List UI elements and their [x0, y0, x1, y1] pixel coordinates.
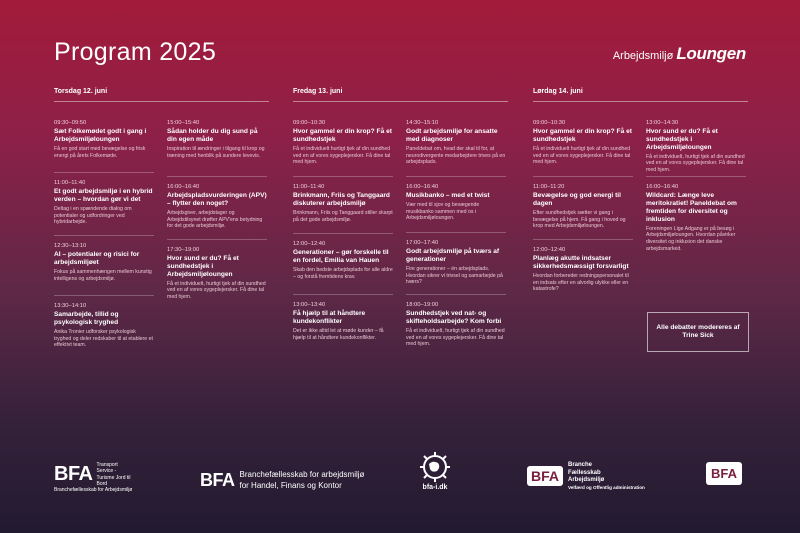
day-label: Fredag 13. juni: [293, 88, 508, 102]
footer-logo-bfa-i: [420, 452, 450, 491]
session-divider: [167, 239, 267, 240]
day-1: [54, 88, 269, 102]
bfa-mark: BFA: [200, 470, 235, 490]
day-2: [293, 88, 508, 102]
session-title: Planlæg akutte indsatser sikkerhedsmæssigt forsvarligt: [533, 255, 629, 270]
session-time: 09:00–10:30: [293, 120, 326, 126]
bfa-line-2: Fællesskab: [568, 469, 601, 476]
session-item: [167, 120, 267, 159]
day-label: Torsdag 12. juni: [54, 88, 269, 102]
session-time: 09:00–10:30: [533, 120, 566, 126]
session-divider: [293, 233, 393, 234]
bfa-i-url: bfa-i.dk: [422, 484, 448, 491]
session-item: [293, 241, 393, 280]
session-time: 13:30–14:10: [54, 303, 87, 309]
bfa-line-1: Branche: [568, 462, 593, 468]
session-divider: [406, 232, 506, 233]
day-label: Lørdag 14. juni: [533, 88, 748, 102]
session-time: 11:00–11:40: [293, 184, 325, 190]
session-time: 18:00–19:00: [406, 302, 439, 308]
session-item: [646, 184, 746, 253]
session-divider: [54, 295, 154, 296]
session-item: [293, 302, 393, 341]
session-time: 12:00–12:40: [533, 247, 566, 253]
session-title: AI – potentialer og risici for arbejdsmiljøet: [54, 251, 140, 266]
session-time: 14:30–15:10: [406, 120, 439, 126]
session-desc: Skab den bedste arbejdsplads for alle aldre – og forstå fremtidens krav.: [293, 266, 393, 280]
session-item: [167, 184, 267, 230]
session-divider: [293, 294, 393, 295]
session-item: [406, 120, 506, 166]
session-time: 13:00–13:40: [293, 302, 326, 308]
session-time: 17:00–17:40: [406, 240, 439, 246]
session-desc: Arbejdsgiver, arbejdstager og Arbejdstilsynet drøfter APV'ens betydning for det gode arbejdsmiljø.: [167, 209, 263, 230]
session-desc: Fokus på sammenhængen mellem kunstig intelligens og arbejdsmiljø.: [54, 268, 152, 282]
session-item: [406, 184, 506, 222]
session-item: [533, 247, 633, 293]
session-desc: Få et individuelt, hurtigt tjek af din sundhed ved en af vores sygeplejersker. Få dine tal med hjem.: [167, 280, 266, 301]
session-desc: Få et individuelt, hurtigt tjek af din sundhed ved en af vores sygeplejersker. Få dine tal med hjem.: [406, 327, 505, 348]
globe-icon: [420, 452, 450, 482]
session-title: Hvor gammel er din krop? Få et sundhedstjek: [293, 128, 392, 143]
session-title: Samarbejde, tillid og psykologisk tryghed: [54, 311, 119, 326]
session-desc: Få et individuelt, hurtigt tjek af din sundhed ved en af vores sygeplejersker. Få dine tal med hjem.: [646, 153, 745, 174]
bfa-line-3: Arbejdsmiljø: [568, 477, 605, 483]
session-divider: [406, 294, 506, 295]
footer-logo-handel: [200, 470, 364, 491]
footer-logo-velfaerd: [527, 462, 645, 490]
session-divider: [646, 176, 746, 177]
bfa-side-text: Transport Service - Turisme Jord til Bord: [96, 462, 131, 487]
session-item: [167, 247, 267, 301]
session-item: [533, 120, 633, 166]
brand-prefix: Arbejdsmiljø: [612, 50, 674, 62]
session-desc: Fire generationer – én arbejdsplads. Hvordan sikrer vi trivsel og samarbejde på tværs?: [406, 265, 503, 286]
session-time: 16:00–16:40: [646, 184, 679, 190]
moderator-note: Alle debatter modereres af Trine Sick: [647, 312, 749, 352]
session-time: 11:00–11:20: [533, 184, 565, 190]
session-item: [646, 120, 746, 174]
session-divider: [293, 176, 393, 177]
session-title: Hvor sund er du? Få et sundhedstjek i Arbejdsmiljøloungen: [646, 128, 718, 151]
session-title: Wildcard: Længe leve meritokratiet! Paneldebat om fremtiden for diversitet og inklusion: [646, 192, 737, 223]
session-item: [406, 240, 506, 286]
session-divider: [54, 235, 154, 236]
session-divider: [167, 176, 267, 177]
session-time: 09:30–09:50: [54, 120, 87, 126]
page-title: Program 2025: [54, 38, 217, 66]
bfa-line-1: Branchefællesskab for arbejdsmiljø: [239, 470, 365, 480]
session-item: [406, 302, 506, 348]
footer-logo-small: [706, 462, 742, 485]
session-title: Arbejdspladsvurderingen (APV) – flytter den noget?: [167, 192, 267, 207]
session-desc: Hvordan forbereder redningspersonalet til en indsats efter en alvorlig ulykke eller en katastrofe?: [533, 272, 629, 293]
session-divider: [54, 172, 154, 173]
session-title: Bevægelse og god energi til dagen: [533, 192, 621, 207]
session-item: [293, 120, 393, 166]
session-desc: Få et individuelt hurtigt tjek af din sundhed ved en af vores sygeplejersker. Få dine tal med hjem.: [293, 145, 391, 166]
bfa-sub-text: Branchefællesskab for Arbejdsmiljø: [54, 487, 133, 493]
session-item: [54, 180, 154, 226]
session-desc: Anika Tronier udforsker psykologisk tryghed og deler redskaber til at etablere et effektivt team.: [54, 328, 153, 349]
session-time: 11:00–11:40: [54, 180, 86, 186]
session-desc: Vær med til sjov og bevægende musikbanko sammen med os i Arbejdsmiljøloungen.: [406, 201, 480, 222]
session-desc: Paneldebat om, hvad der skal til for, at neurodivergente medarbejdere trives på en arbejdsplads.: [406, 145, 506, 166]
session-time: 16:00–16:40: [406, 184, 439, 190]
session-title: Brinkmann, Friis og Tanggaard diskuterer arbejdsmiljø: [293, 192, 390, 207]
session-desc: Få en god start med bevægelse og frisk energi på årets Folkemøde.: [54, 145, 146, 159]
session-title: Godt arbejdsmiljø for ansatte med diagnoser: [406, 128, 498, 143]
session-time: 15:00–15:40: [167, 120, 200, 126]
session-desc: Brinkmann, Friis og Tanggaard stiller skarpt på det gode arbejdsmiljø.: [293, 209, 393, 223]
session-time: 12:30–13:10: [54, 243, 87, 249]
session-time: 16:00–16:40: [167, 184, 200, 190]
session-time: 17:30–19:00: [167, 247, 200, 253]
bfa-mark: BFA: [54, 463, 93, 485]
session-divider: [533, 239, 633, 240]
session-title: Hvor sund er du? Få et sundhedstjek i Arbejdsmiljøloungen: [167, 255, 239, 278]
brand-name: Loungen: [676, 44, 746, 63]
session-title: Et godt arbejdsmiljø i en hybrid verden – hvordan gør vi det: [54, 188, 153, 203]
session-title: Generationer – gør forskelle til en fordel, Emilia van Hauen: [293, 249, 389, 264]
session-item: [54, 303, 154, 349]
bfa-line-2: for Handel, Finans og Kontor: [239, 480, 342, 490]
session-title: Få hjælp til at håndtere kundekonflikter: [293, 310, 366, 325]
session-desc: Foreningen Lige Adgang er på besøg i Arbejdsmiljøloungen. Hvordan påvirker diversitet og inklusion det danske arbejdsmarked.: [646, 225, 736, 252]
session-divider: [406, 176, 506, 177]
session-desc: Det er ikke altid let at møde kunder – få hjælp til at håndtere kundekonflikter.: [293, 327, 384, 341]
session-title: Hvor gammel er din krop? Få et sundhedstjek: [533, 128, 632, 143]
session-title: Godt arbejdsmiljø på tværs af generationer: [406, 248, 500, 263]
session-desc: Inspiration til ændringer i tilgang til krop og træning med henblik på sundere levevis.: [167, 145, 265, 159]
day-3: [533, 88, 748, 102]
session-title: Sundhedstjek ved nat- og skifteholdsarbejde? Kom forbi: [406, 310, 502, 325]
session-time: 12:00–12:40: [293, 241, 326, 247]
bfa-mark: BFA: [706, 462, 742, 485]
session-item: [54, 243, 154, 282]
session-title: Sådan holder du dig sund på din egen måde: [167, 128, 258, 143]
session-desc: Få et individuelt hurtigt tjek af din sundhed ved en af vores sygeplejersker. Få dine tal med hjem.: [533, 145, 631, 166]
footer-logo-transport: [54, 462, 135, 493]
bfa-mark: BFA: [527, 466, 563, 486]
session-time: 13:00–14:30: [646, 120, 679, 126]
session-title: Sæt Folkemødet godt i gang i Arbejdsmiljøloungen: [54, 128, 147, 143]
session-item: [533, 184, 633, 230]
session-item: [54, 120, 154, 159]
bfa-line-4: Velfærd og Offentlig administration: [568, 484, 645, 490]
session-item: [293, 184, 393, 223]
session-divider: [533, 176, 633, 177]
brand-logo: [613, 44, 746, 64]
session-title: Musikbanko – med et twist: [406, 192, 490, 199]
session-desc: Efter sundhedstjek sætter vi gang i bevægelse på hjem. Få gang i hoved og krop med Arbejdsmiljøloungen.: [533, 209, 626, 230]
session-desc: Deltag i en spændende dialog om potentialer og udfordringer ved hybridarbejde.: [54, 205, 132, 226]
